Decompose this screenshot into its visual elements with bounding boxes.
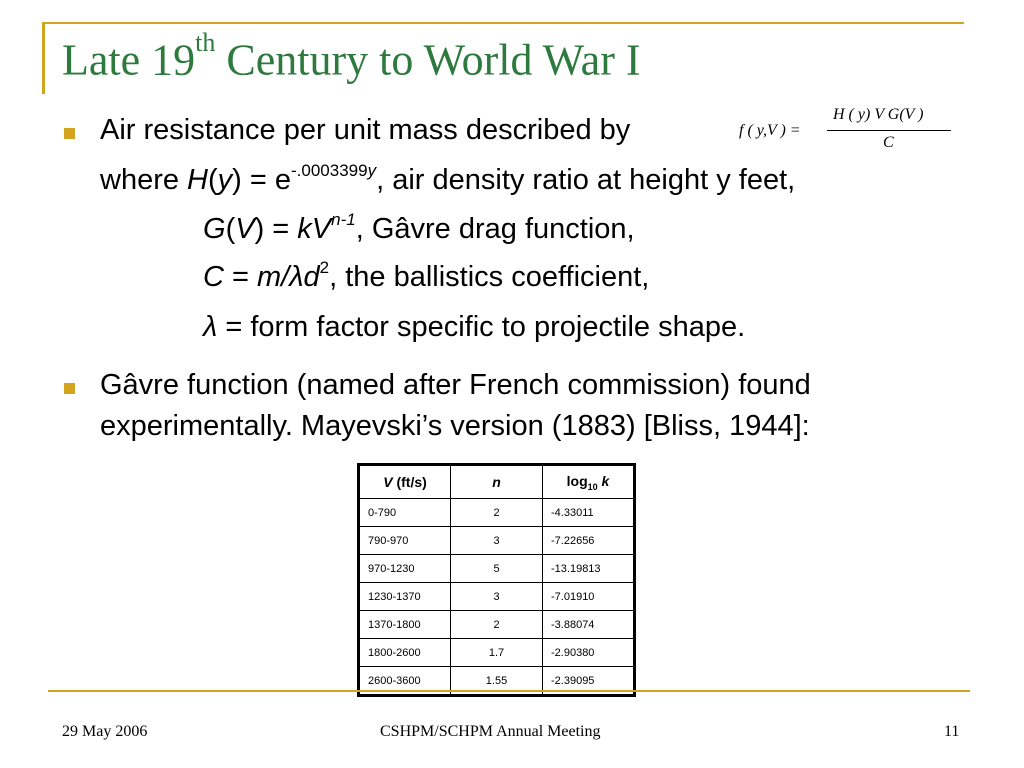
header-n bbox=[451, 465, 543, 499]
where-y: y bbox=[217, 164, 233, 196]
where-rest: , air density ratio at height y feet, bbox=[376, 164, 796, 196]
bullet1-gavre-line bbox=[203, 210, 635, 245]
header-log-base: 10 bbox=[587, 481, 598, 492]
table-row bbox=[359, 611, 635, 639]
bullet-marker-1 bbox=[64, 128, 75, 139]
formula-denominator: C bbox=[883, 134, 894, 151]
c-eq: = bbox=[223, 261, 258, 293]
accent-vertical-rule bbox=[42, 22, 45, 94]
cell-velocity: 970-1230 bbox=[359, 555, 451, 583]
cell-logk: -4.33011 bbox=[543, 499, 635, 527]
table-row bbox=[359, 555, 635, 583]
cell-velocity: 1800-2600 bbox=[359, 639, 451, 667]
header-velocity bbox=[359, 465, 451, 499]
header-n-symbol: n bbox=[492, 474, 501, 490]
cell-logk: -3.88074 bbox=[543, 611, 635, 639]
bullet-marker-2 bbox=[64, 383, 75, 394]
g-kV: kV bbox=[297, 213, 332, 245]
bullet1-line1: Air resistance per unit mass described by bbox=[100, 114, 631, 146]
cell-n: 2 bbox=[451, 499, 543, 527]
cell-velocity: 2600-3600 bbox=[359, 667, 451, 696]
cell-logk: -2.39095 bbox=[543, 667, 635, 696]
c-symbol: C bbox=[203, 261, 224, 293]
cell-velocity: 0-790 bbox=[359, 499, 451, 527]
lambda-symbol: λ bbox=[203, 311, 218, 343]
cell-n: 3 bbox=[451, 583, 543, 611]
header-log: log bbox=[566, 472, 588, 489]
cell-velocity: 1370-1800 bbox=[359, 611, 451, 639]
table-row bbox=[359, 527, 635, 555]
cell-n: 3 bbox=[451, 527, 543, 555]
cell-velocity: 790-970 bbox=[359, 527, 451, 555]
table-row bbox=[359, 499, 635, 527]
g-open: ( bbox=[225, 213, 236, 245]
air-resistance-formula bbox=[735, 104, 960, 160]
footer-page-number: 11 bbox=[944, 723, 960, 740]
header-logk bbox=[543, 465, 635, 499]
cell-logk: -2.90380 bbox=[543, 639, 635, 667]
g-symbol: G bbox=[203, 213, 226, 245]
footer-date: 29 May 2006 bbox=[62, 723, 148, 740]
where-prefix: where bbox=[100, 164, 188, 196]
table-row bbox=[359, 639, 635, 667]
title-superscript: th bbox=[195, 28, 216, 57]
c-expr: m/λd bbox=[257, 261, 320, 293]
bullet2-line1: Gâvre function (named after French commission) found bbox=[100, 369, 811, 401]
c-rest: , the ballistics coefficient, bbox=[329, 261, 650, 293]
g-exponent-value: n-1 bbox=[331, 210, 356, 229]
g-eq: ) = bbox=[254, 213, 298, 245]
title-rest: Century to World War I bbox=[215, 35, 641, 85]
table-header-row bbox=[359, 465, 635, 499]
where-close: ) = e bbox=[232, 164, 292, 196]
bullet1-where-line bbox=[100, 161, 796, 196]
accent-top-rule bbox=[42, 22, 964, 24]
where-exponent bbox=[291, 161, 376, 180]
cell-logk: -7.22656 bbox=[543, 527, 635, 555]
cell-logk: -7.01910 bbox=[543, 583, 635, 611]
g-rest: , Gâvre drag function, bbox=[355, 213, 635, 245]
g-exponent bbox=[331, 210, 356, 229]
formula-fraction-bar bbox=[827, 130, 951, 131]
footer-rule bbox=[48, 690, 970, 692]
header-velocity-symbol: V bbox=[383, 474, 393, 490]
lambda-rest: = form factor specific to projectile shape. bbox=[217, 311, 746, 343]
header-k: k bbox=[597, 472, 610, 489]
cell-n: 2 bbox=[451, 611, 543, 639]
cell-n: 1.7 bbox=[451, 639, 543, 667]
g-V: V bbox=[235, 213, 255, 245]
cell-logk: -13.19813 bbox=[543, 555, 635, 583]
where-H: H bbox=[187, 164, 208, 196]
header-velocity-unit: (ft/s) bbox=[392, 474, 427, 490]
gavre-function-table bbox=[357, 463, 636, 697]
where-exponent-y: y bbox=[367, 161, 377, 180]
slide-title bbox=[62, 28, 641, 85]
cell-n: 5 bbox=[451, 555, 543, 583]
bullet1-ballistic-line bbox=[203, 258, 650, 293]
cell-n: 1.55 bbox=[451, 667, 543, 696]
table-row bbox=[359, 583, 635, 611]
title-main: Late 19 bbox=[62, 35, 196, 85]
bullet2-line2: experimentally. Mayevski’s version (1883) [Bliss, 1944]: bbox=[100, 410, 810, 442]
footer-meeting: CSHPM/SCHPM Annual Meeting bbox=[380, 723, 601, 740]
c-exponent: 2 bbox=[319, 258, 330, 277]
where-exponent-value: -.0003399 bbox=[291, 161, 368, 180]
formula-lhs: f ( y,V ) = bbox=[739, 122, 801, 139]
where-open: ( bbox=[208, 164, 218, 196]
cell-velocity: 1230-1370 bbox=[359, 583, 451, 611]
bullet1-lambda-line bbox=[203, 313, 745, 342]
formula-numerator: H ( y) V G(V ) bbox=[833, 106, 924, 123]
